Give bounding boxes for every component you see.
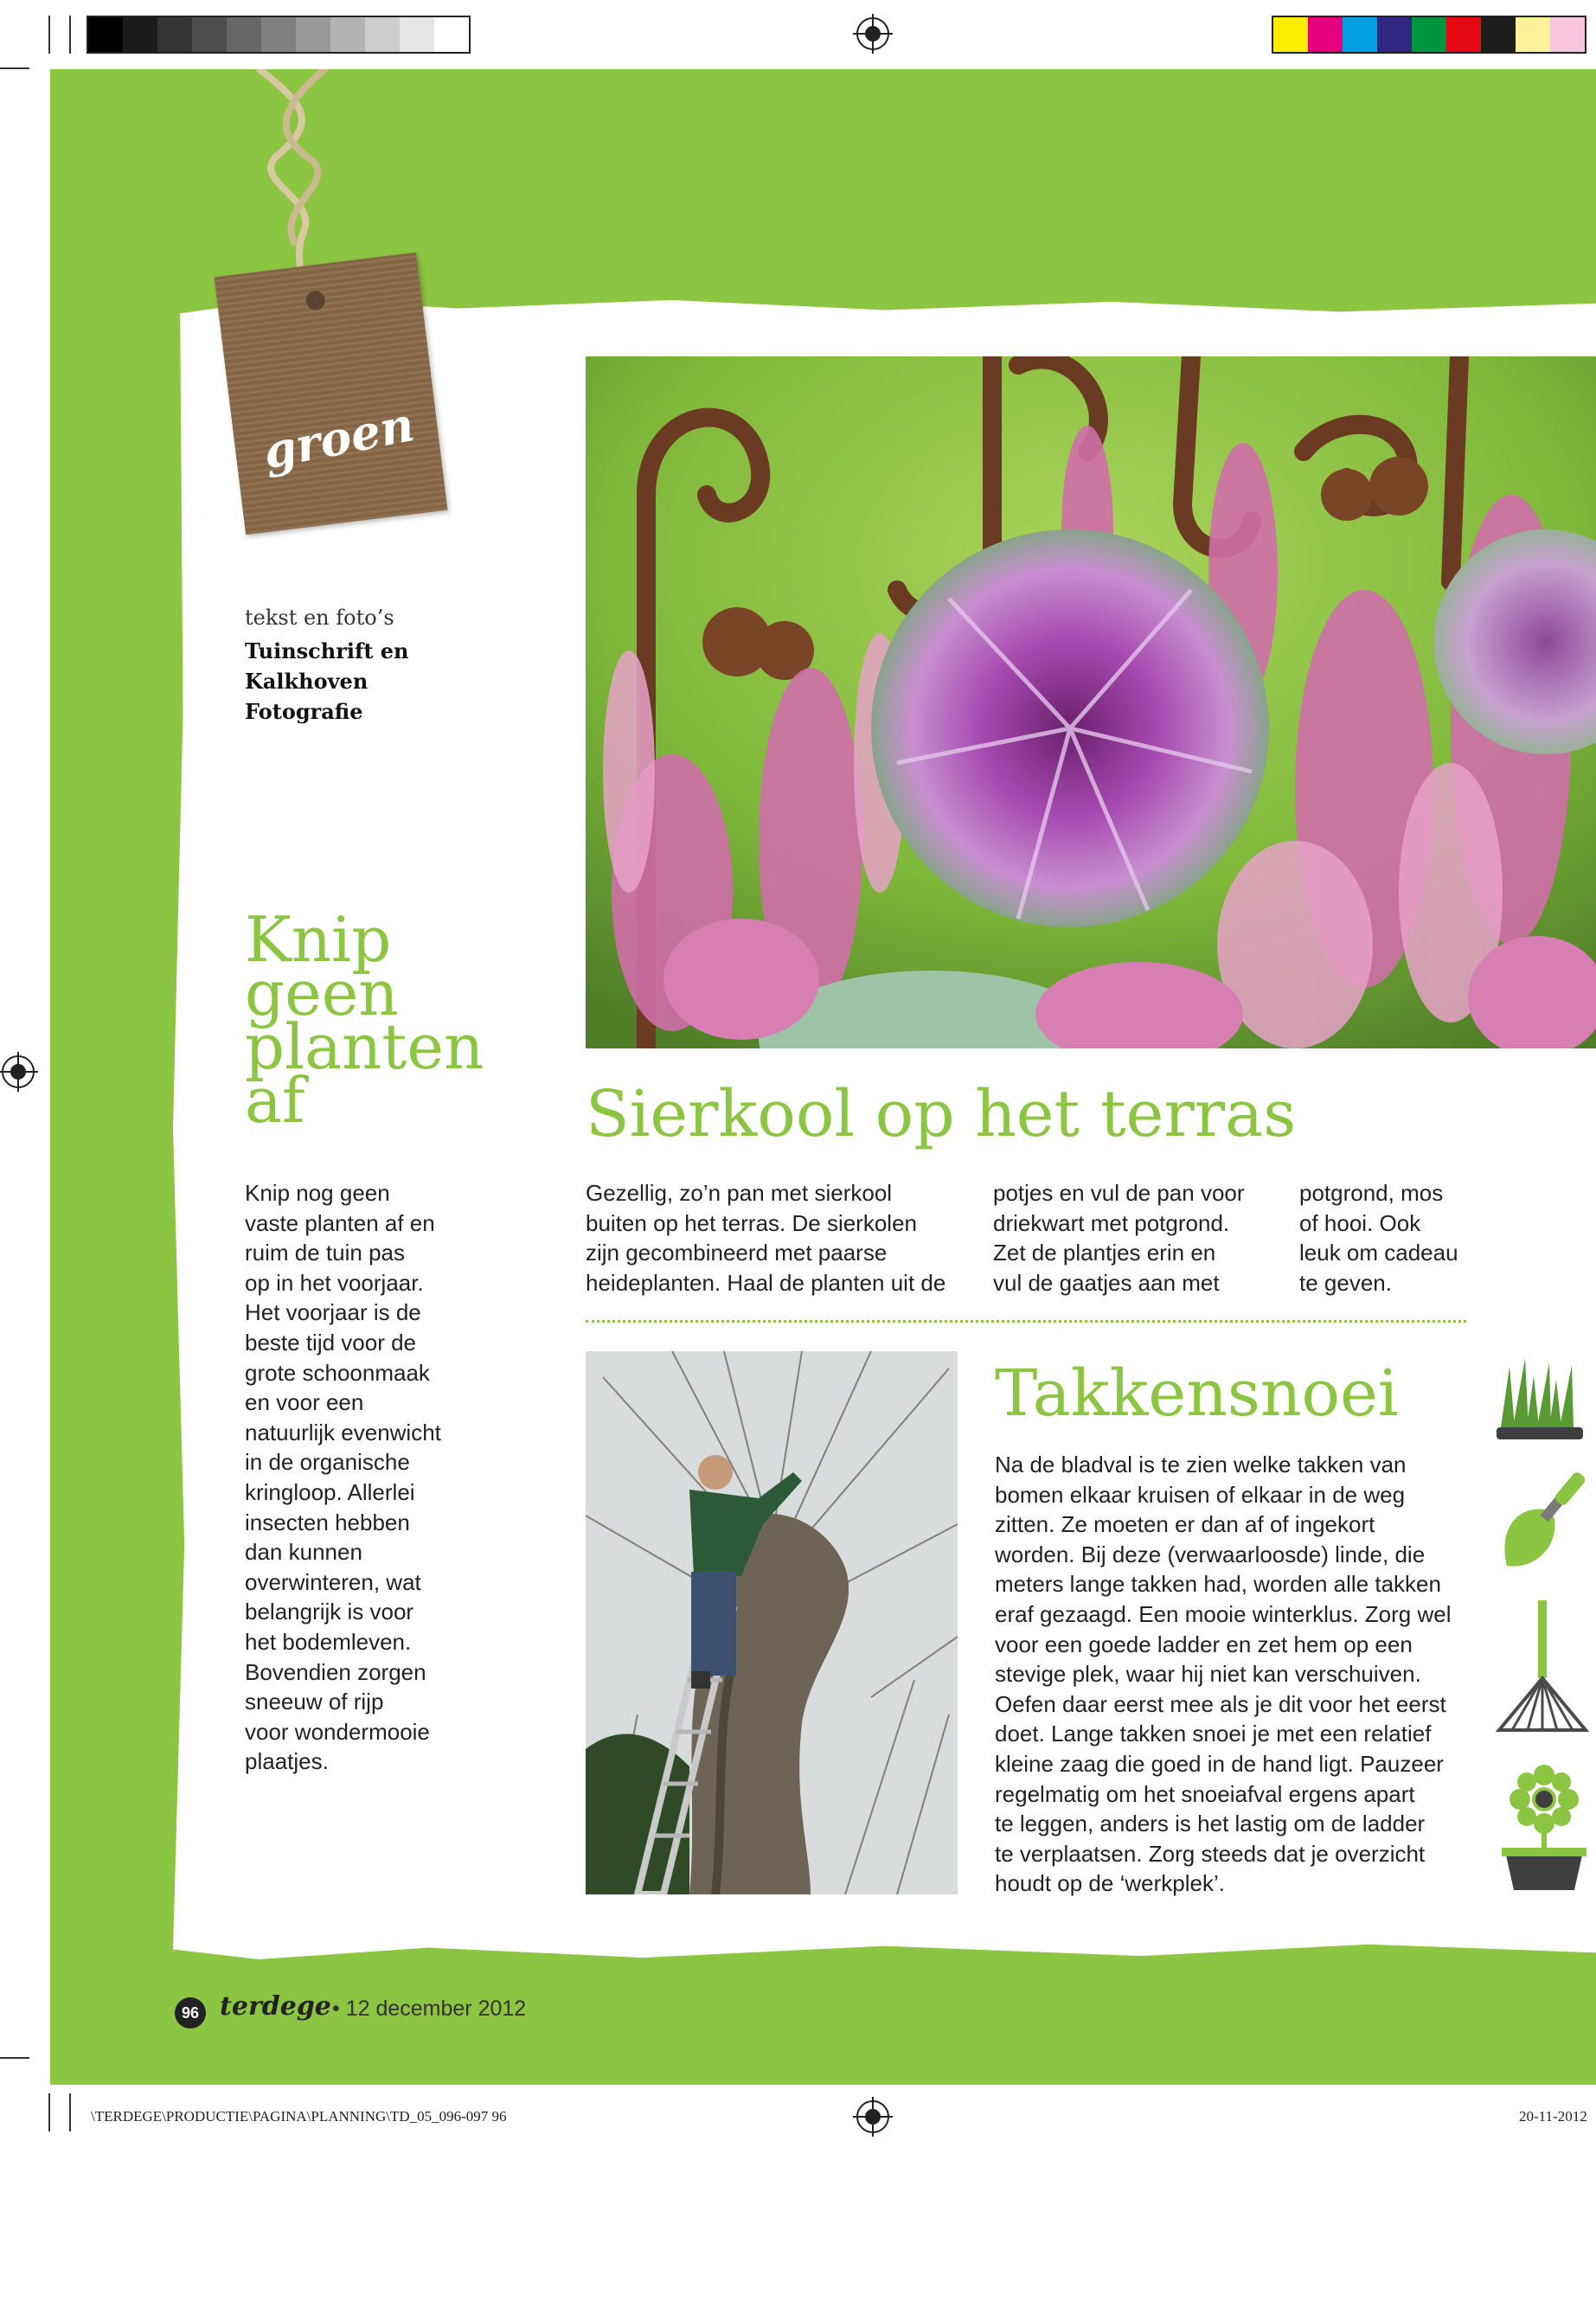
sidebar-title-line: geen <box>245 957 399 1029</box>
sidebar-body-line: Bovendien zorgen <box>245 1658 426 1685</box>
takken-line: te leggen, anders is het lastig om de ladder <box>995 1811 1426 1837</box>
crop-mark <box>69 16 71 54</box>
page-number-badge: 96 <box>175 1997 206 2029</box>
takken-line: eraf gezaagd. Een mooie winterklus. Zorg wel <box>995 1600 1452 1627</box>
sidebar-body-line: plaatjes. <box>245 1748 329 1775</box>
sidebar-body-line: op in het voorjaar. <box>245 1269 424 1296</box>
sidebar-body-line: vaste planten af en <box>245 1209 435 1236</box>
trowel-icon <box>1498 1471 1593 1574</box>
takken-line: kleine zaag die goed in de hand ligt. Pauzeer <box>995 1750 1444 1777</box>
registration-mark <box>856 17 889 50</box>
sidebar-title-line: Knip <box>245 903 392 976</box>
takken-line: houdt op de ‘werkplek’. <box>995 1870 1225 1897</box>
takken-line: Na de bladval is te zien welke takken van <box>995 1452 1407 1477</box>
sidebar-title <box>245 903 504 1137</box>
heading-sierkool: Sierkool op het terras <box>586 1077 1297 1151</box>
sidebar-body-line: ruim de tuin pas <box>245 1240 405 1266</box>
magazine-logo: terdege <box>220 1991 331 2022</box>
file-path-slug: \TERDEGE\PRODUCTIE\PAGINA\PLANNING\TD_05_096-097 96 <box>91 2108 507 2125</box>
sidebar-body-line: dan kunnen <box>245 1539 362 1566</box>
sierkool-line: leuk om cadeau <box>1299 1240 1458 1266</box>
credit-name-line: Tuinschrift en <box>245 638 409 663</box>
crop-mark <box>0 67 29 69</box>
sidebar-body-line: Het voorjaar is de <box>245 1299 421 1326</box>
takken-line: Oefen daar eerst mee als je dit voor het eerst <box>995 1690 1446 1717</box>
registration-mark <box>856 2100 889 2133</box>
sierkool-line: potgrond, mos <box>1299 1180 1444 1206</box>
sierkool-line: buiten op het terras. De sierkolen <box>586 1209 917 1236</box>
sidebar-title-line: af <box>245 1064 305 1137</box>
dotted-divider <box>586 1320 1466 1323</box>
takken-line: doet. Lange takken snoei je met een relatief <box>995 1721 1432 1747</box>
crop-mark <box>48 2093 50 2131</box>
sidebar-body-line: en voor een <box>245 1389 364 1416</box>
sierkool-column-1 <box>586 1178 945 1298</box>
sidebar-body-line: voor wondermooie <box>245 1718 430 1745</box>
credit-name-line: Fotografie <box>245 699 363 724</box>
sidebar-body <box>245 1178 470 1777</box>
crop-mark <box>48 16 50 54</box>
crop-mark <box>69 2093 71 2131</box>
sidebar-body-line: kringloop. Allerlei <box>245 1478 415 1505</box>
takken-line: zitten. Ze moeten er dan af of ingekort <box>995 1511 1375 1538</box>
sierkool-column-2 <box>993 1178 1245 1298</box>
sierkool-line: Gezellig, zo’n pan met sierkool <box>586 1180 893 1206</box>
takkensnoei-body <box>995 1450 1452 1899</box>
sidebar-body-line: insecten hebben <box>245 1509 410 1535</box>
sierkool-line: zijn gecombineerd met paarse <box>586 1240 888 1266</box>
color-bar <box>1272 16 1586 54</box>
sidebar-body-line: in de organische <box>245 1449 410 1476</box>
credit-label: tekst en foto’s <box>245 606 394 630</box>
sidebar-body-line: natuurlijk evenwicht <box>245 1419 441 1445</box>
sidebar-title-line: planten <box>245 1010 484 1083</box>
grass-icon <box>1492 1358 1587 1445</box>
sierkool-line: potjes en vul de pan voor <box>993 1180 1245 1206</box>
rake-icon <box>1495 1600 1590 1734</box>
issue-date: • 12 december 2012 <box>332 1997 527 2021</box>
credit-name <box>245 636 444 727</box>
sierkool-column-3 <box>1299 1178 1458 1298</box>
sierkool-line: of hooi. Ook <box>1299 1209 1421 1236</box>
registration-mark <box>2 1055 35 1088</box>
ornamental-cabbage-photo <box>586 356 1596 1048</box>
crop-mark <box>0 2057 29 2059</box>
takken-line: bomen elkaar kruisen of elkaar in de weg <box>995 1481 1406 1508</box>
sidebar-body-line: grote schoonmaak <box>245 1359 430 1386</box>
sidebar-body-line: beste tijd voor de <box>245 1329 417 1356</box>
tree-pruning-photo <box>586 1351 958 1894</box>
tag-label: groen <box>258 396 419 480</box>
grayscale-bar <box>87 16 471 54</box>
tag-hole <box>304 290 326 311</box>
sierkool-line: vul de gaatjes aan met <box>993 1269 1220 1296</box>
credit-name-line: Kalkhoven <box>245 669 369 694</box>
sidebar-body-line: sneeuw of rijp <box>245 1689 384 1715</box>
potted-flower-icon <box>1497 1765 1592 1894</box>
sierkool-line: heideplanten. Haal de planten uit de <box>586 1269 946 1296</box>
takken-line: worden. Bij deze (verwaarloosde) linde, die <box>995 1541 1426 1567</box>
sidebar-body-line: belangrijk is voor <box>245 1599 414 1625</box>
takken-line: stevige plek, waar hij niet kan verschuiven. <box>995 1661 1421 1688</box>
takken-line: te verplaatsen. Zorg steeds dat je overzicht <box>995 1840 1426 1867</box>
heading-takkensnoei: Takkensnoei <box>995 1356 1399 1431</box>
takken-line: regelmatig om het snoeiafval ergens apart <box>995 1780 1415 1807</box>
sidebar-body-line: overwinteren, wat <box>245 1568 421 1595</box>
takken-line: meters lange takken had, worden alle takken <box>995 1571 1441 1598</box>
sidebar-body-line: Knip nog geen <box>245 1180 390 1206</box>
label-tag <box>215 253 448 535</box>
print-date-slug: 20-11-2012 <box>1519 2108 1587 2125</box>
takken-line: voor een goede ladder en zet hem op een <box>995 1631 1413 1657</box>
sierkool-line: Zet de plantjes erin en <box>993 1240 1216 1266</box>
sierkool-line: driekwart met potgrond. <box>993 1209 1230 1236</box>
sierkool-line: te geven. <box>1299 1269 1392 1296</box>
sidebar-body-line: het bodemleven. <box>245 1628 412 1655</box>
